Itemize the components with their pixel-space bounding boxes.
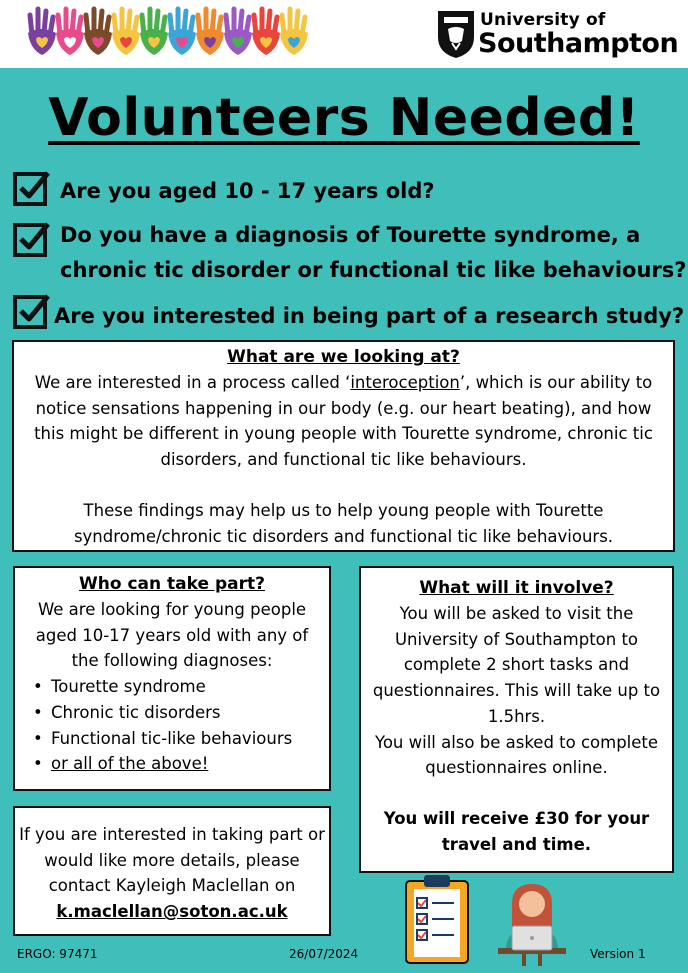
question-age: Are you aged 10 - 17 years old? [60, 179, 435, 203]
person-laptop-icon [492, 880, 572, 966]
question-diagnosis-line1: Do you have a diagnosis of Tourette syndrome, a [60, 223, 641, 247]
clipboard-checklist-icon [404, 873, 470, 965]
diagnoses-list [21, 674, 323, 777]
ergo-number: ERGO: 97471 [17, 947, 98, 961]
list-item: • Functional tic-like behaviours [31, 726, 323, 752]
who-can-take-part-box [13, 566, 331, 791]
raised-hands-icon [26, 5, 326, 63]
looking-at-box [12, 340, 675, 552]
list-item: • or all of the above! [31, 751, 323, 777]
question-interest: Are you interested in being part of a research study? [54, 304, 685, 328]
involve-paragraph-1: You will be asked to visit the University of Southampton to complete 2 short tasks and questionnaires. This will take up to 1.5hrs. [372, 604, 661, 726]
looking-paragraph-1: We are interested in a process called ‘interoception’, which is our ability to notice sensations happening in our body (e.g. our heart beating), and how this might be different in young people with Tourette syndrome, chronic tic disorders, and functional tic like behaviours. [34, 373, 653, 470]
involve-payment: You will receive £30 for your travel and time. [383, 808, 650, 854]
crest-icon [436, 9, 476, 59]
page-title: Volunteers Needed! [48, 88, 640, 148]
contact-text: If you are interested in taking part or would like more details, please contact Kayleigh Maclellan on [19, 825, 325, 896]
involve-heading: What will it involve? [419, 578, 614, 598]
checkbox-icon [12, 292, 50, 330]
header-bar [0, 0, 688, 68]
logo-line-southampton: Southampton [478, 28, 679, 59]
contact-box [13, 806, 331, 936]
looking-paragraph-2: These findings may help us to help young people with Tourette syndrome/chronic tic disorders and functional tic like behaviours. [73, 500, 614, 546]
question-diagnosis-line2: chronic tic disorder or functional tic like behaviours? [60, 258, 687, 282]
list-item: • Chronic tic disorders [31, 700, 323, 726]
contact-email[interactable]: k.maclellan@soton.ac.uk [56, 902, 288, 922]
what-will-it-involve-box [359, 566, 674, 873]
checkbox-icon [12, 169, 50, 207]
date: 26/07/2024 [289, 947, 359, 961]
version: Version 1 [590, 947, 646, 961]
who-intro: We are looking for young people aged 10-17 years old with any of the following diagnoses: [35, 600, 309, 671]
university-logo [436, 8, 680, 62]
list-item: • Tourette syndrome [31, 674, 323, 700]
looking-heading: What are we looking at? [227, 347, 460, 367]
checkbox-icon [12, 220, 50, 258]
involve-paragraph-2: You will also be asked to complete questionnaires online. [374, 732, 659, 778]
interoception-term: interoception [350, 373, 460, 392]
who-heading: Who can take part? [79, 574, 265, 594]
logo-line-university: University of [480, 10, 606, 30]
